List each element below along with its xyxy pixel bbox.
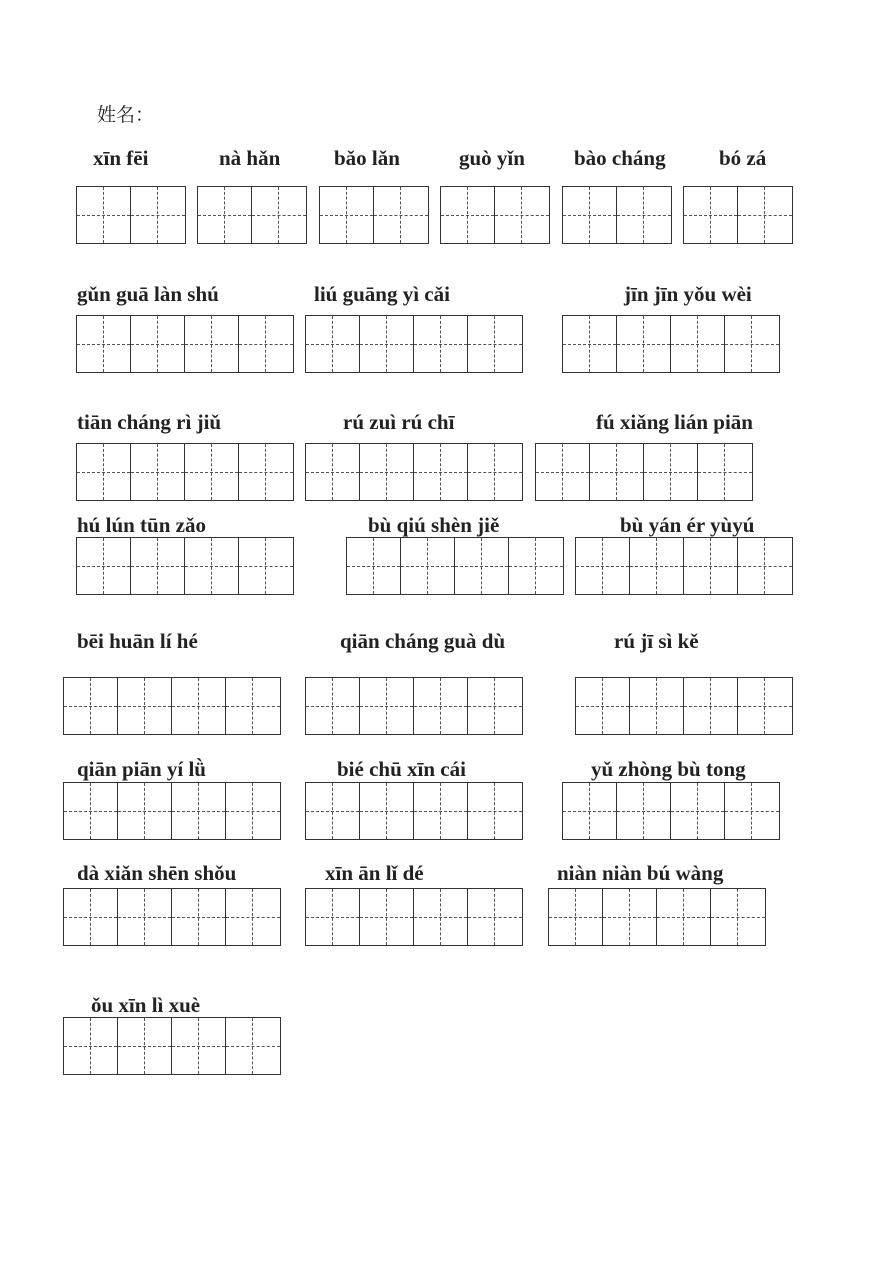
grid-cell[interactable]	[657, 889, 711, 945]
writing-grid[interactable]	[562, 315, 780, 373]
grid-cell[interactable]	[306, 316, 360, 372]
pinyin-label: rú jī sì kě	[614, 629, 699, 653]
grid-cell[interactable]	[172, 889, 226, 945]
pinyin-label: bēi huān lí hé	[77, 629, 198, 653]
grid-cell[interactable]	[77, 444, 131, 500]
grid-cell[interactable]	[536, 444, 590, 500]
grid-cell[interactable]	[563, 783, 617, 839]
grid-cell[interactable]	[347, 538, 401, 594]
grid-cell[interactable]	[77, 316, 131, 372]
writing-grid[interactable]	[305, 315, 523, 373]
grid-cell[interactable]	[226, 1018, 280, 1074]
writing-grid[interactable]	[305, 677, 523, 735]
pinyin-label: bào cháng	[574, 146, 666, 170]
writing-grid[interactable]	[562, 782, 780, 840]
writing-grid[interactable]	[305, 443, 523, 501]
grid-cell[interactable]	[711, 889, 765, 945]
grid-cell[interactable]	[576, 538, 630, 594]
grid-cell[interactable]	[185, 538, 239, 594]
grid-cell[interactable]	[131, 444, 185, 500]
grid-cell[interactable]	[509, 538, 563, 594]
pinyin-label: bǎo lǎn	[334, 146, 400, 170]
grid-cell[interactable]	[414, 444, 468, 500]
pinyin-label: qiān piān yí lǜ	[77, 757, 206, 781]
pinyin-label: gǔn guā làn shú	[77, 282, 219, 306]
grid-cell[interactable]	[306, 889, 360, 945]
grid-cell[interactable]	[226, 783, 280, 839]
grid-cell[interactable]	[414, 316, 468, 372]
grid-cell[interactable]	[172, 1018, 226, 1074]
grid-cell[interactable]	[320, 187, 374, 243]
grid-cell[interactable]	[360, 678, 414, 734]
grid-cell[interactable]	[118, 783, 172, 839]
grid-cell[interactable]	[239, 316, 293, 372]
grid-cell[interactable]	[198, 187, 252, 243]
pinyin-label: bó zá	[719, 146, 767, 170]
writing-grid[interactable]	[305, 888, 523, 946]
pinyin-label: bù yán ér yùyú	[620, 513, 755, 537]
writing-grid[interactable]	[63, 782, 281, 840]
grid-cell[interactable]	[468, 783, 522, 839]
writing-grid[interactable]	[548, 888, 766, 946]
grid-cell[interactable]	[185, 316, 239, 372]
grid-cell[interactable]	[118, 889, 172, 945]
writing-grid[interactable]	[535, 443, 753, 501]
writing-grid[interactable]	[346, 537, 564, 595]
grid-cell[interactable]	[172, 678, 226, 734]
grid-cell[interactable]	[603, 889, 657, 945]
pinyin-label: xīn ān lǐ dé	[325, 861, 424, 885]
grid-cell[interactable]	[725, 316, 779, 372]
pinyin-label: fú xiǎng lián piān	[596, 410, 753, 434]
grid-cell[interactable]	[495, 187, 549, 243]
grid-cell[interactable]	[414, 678, 468, 734]
grid-cell[interactable]	[77, 538, 131, 594]
grid-cell[interactable]	[455, 538, 509, 594]
grid-cell[interactable]	[468, 889, 522, 945]
grid-cell[interactable]	[738, 538, 792, 594]
grid-cell[interactable]	[630, 678, 684, 734]
name-label: 姓名：	[97, 104, 155, 126]
grid-cell[interactable]	[441, 187, 495, 243]
grid-cell[interactable]	[118, 678, 172, 734]
grid-cell[interactable]	[576, 678, 630, 734]
writing-grid[interactable]	[305, 782, 523, 840]
grid-cell[interactable]	[226, 889, 280, 945]
grid-cell[interactable]	[617, 187, 671, 243]
pinyin-label: bié chū xīn cái	[337, 757, 466, 781]
writing-grid[interactable]	[76, 537, 294, 595]
pinyin-label: xīn fēi	[93, 146, 149, 170]
pinyin-label: bù qiú shèn jiě	[368, 513, 500, 537]
grid-cell[interactable]	[684, 678, 738, 734]
grid-cell[interactable]	[563, 187, 617, 243]
writing-grid[interactable]	[197, 186, 307, 244]
grid-cell[interactable]	[563, 316, 617, 372]
grid-cell[interactable]	[360, 783, 414, 839]
grid-cell[interactable]	[590, 444, 644, 500]
writing-grid[interactable]	[440, 186, 550, 244]
grid-cell[interactable]	[118, 1018, 172, 1074]
grid-cell[interactable]	[172, 783, 226, 839]
grid-cell[interactable]	[131, 538, 185, 594]
grid-cell[interactable]	[226, 678, 280, 734]
grid-cell[interactable]	[64, 783, 118, 839]
pinyin-label: dà xiǎn shēn shǒu	[77, 861, 237, 885]
grid-cell[interactable]	[239, 538, 293, 594]
grid-cell[interactable]	[306, 783, 360, 839]
grid-cell[interactable]	[131, 187, 185, 243]
writing-grid[interactable]	[76, 186, 186, 244]
pinyin-label: jīn jīn yǒu wèi	[624, 282, 752, 306]
pinyin-label: tiān cháng rì jiǔ	[77, 410, 222, 434]
pinyin-label: hú lún tūn zǎo	[77, 513, 206, 537]
grid-cell[interactable]	[671, 316, 725, 372]
grid-cell[interactable]	[64, 678, 118, 734]
pinyin-label: liú guāng yì cǎi	[314, 282, 450, 306]
grid-cell[interactable]	[131, 316, 185, 372]
grid-cell[interactable]	[185, 444, 239, 500]
pinyin-label: ǒu xīn lì xuè	[91, 993, 201, 1017]
writing-grid[interactable]	[319, 186, 429, 244]
grid-cell[interactable]	[252, 187, 306, 243]
pinyin-label: guò yǐn	[459, 146, 525, 170]
grid-cell[interactable]	[630, 538, 684, 594]
grid-cell[interactable]	[725, 783, 779, 839]
grid-cell[interactable]	[468, 444, 522, 500]
writing-grid[interactable]	[76, 315, 294, 373]
pinyin-label: nà hǎn	[219, 146, 281, 170]
grid-cell[interactable]	[468, 678, 522, 734]
grid-cell[interactable]	[414, 783, 468, 839]
grid-cell[interactable]	[239, 444, 293, 500]
grid-cell[interactable]	[644, 444, 698, 500]
grid-cell[interactable]	[360, 444, 414, 500]
grid-cell[interactable]	[306, 678, 360, 734]
pinyin-label: rú zuì rú chī	[343, 410, 455, 434]
writing-grid[interactable]	[76, 443, 294, 501]
grid-cell[interactable]	[401, 538, 455, 594]
grid-cell[interactable]	[684, 538, 738, 594]
writing-grid[interactable]	[562, 186, 672, 244]
grid-cell[interactable]	[360, 316, 414, 372]
writing-grid[interactable]	[575, 677, 793, 735]
writing-grid[interactable]	[683, 186, 793, 244]
grid-cell[interactable]	[414, 889, 468, 945]
grid-cell[interactable]	[306, 444, 360, 500]
writing-grid[interactable]	[575, 537, 793, 595]
pinyin-label: qiān cháng guà dù	[340, 629, 506, 653]
grid-cell[interactable]	[698, 444, 752, 500]
grid-cell[interactable]	[549, 889, 603, 945]
grid-cell[interactable]	[738, 187, 792, 243]
writing-grid[interactable]	[63, 1017, 281, 1075]
pinyin-label: niàn niàn bú wàng	[557, 861, 724, 885]
grid-cell[interactable]	[360, 889, 414, 945]
grid-cell[interactable]	[671, 783, 725, 839]
grid-cell[interactable]	[374, 187, 428, 243]
grid-cell[interactable]	[468, 316, 522, 372]
pinyin-label: yǔ zhòng bù tong	[591, 757, 746, 781]
writing-grid[interactable]	[63, 888, 281, 946]
grid-cell[interactable]	[77, 187, 131, 243]
grid-cell[interactable]	[64, 1018, 118, 1074]
grid-cell[interactable]	[617, 316, 671, 372]
grid-cell[interactable]	[738, 678, 792, 734]
grid-cell[interactable]	[617, 783, 671, 839]
grid-cell[interactable]	[684, 187, 738, 243]
writing-grid[interactable]	[63, 677, 281, 735]
grid-cell[interactable]	[64, 889, 118, 945]
